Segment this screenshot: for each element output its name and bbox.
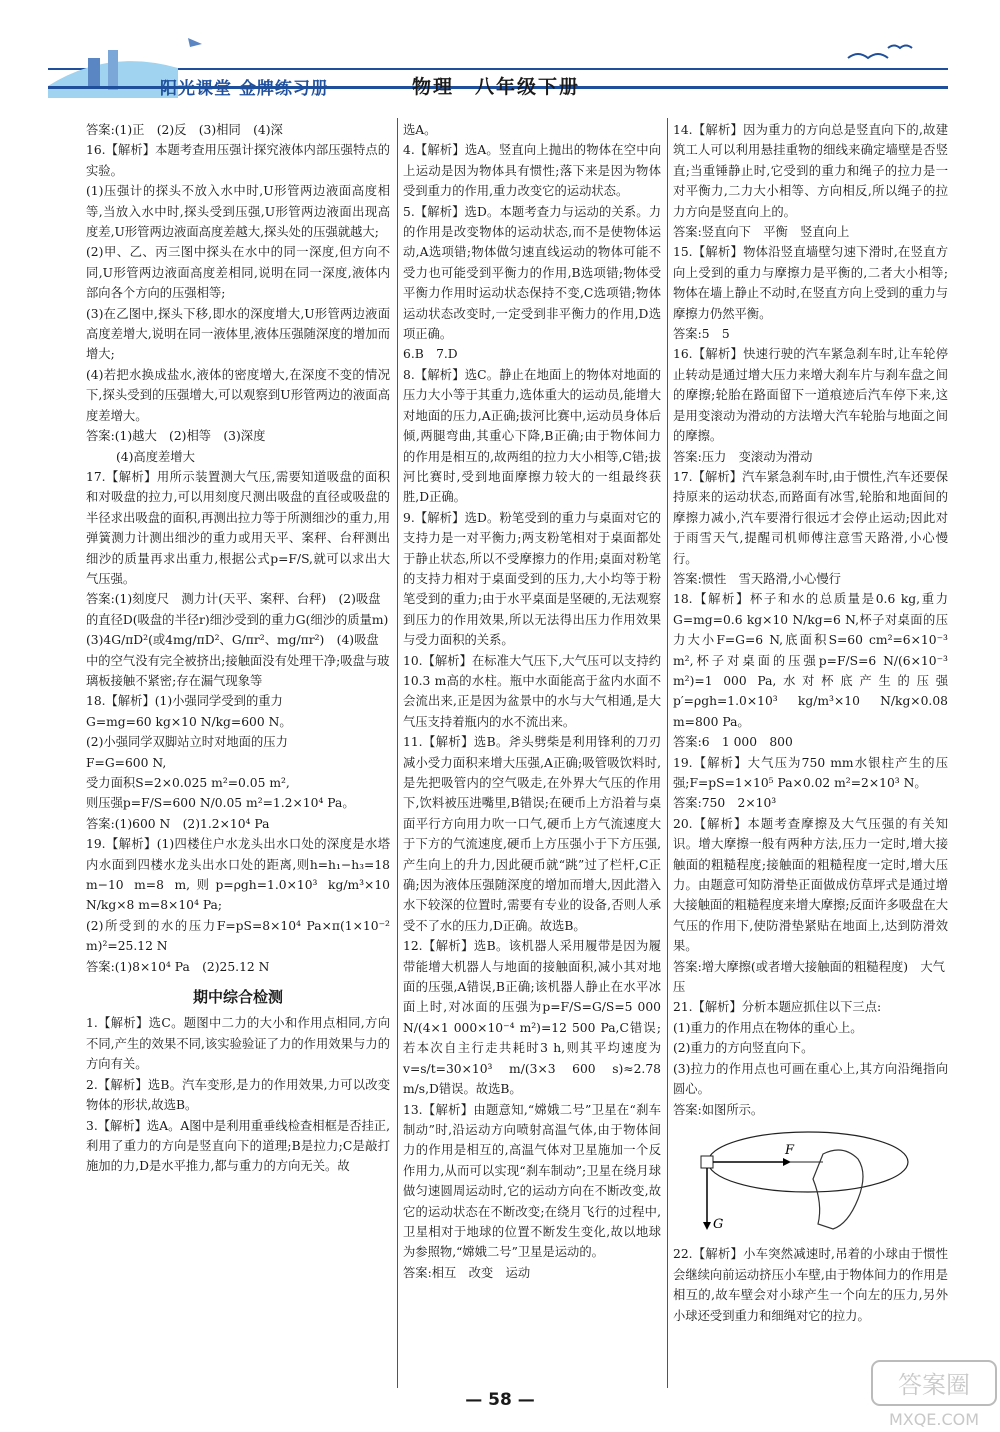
answer-line: 答案:(1)正 (2)反 (3)相同 (4)深 [86,123,283,137]
solution-18: 18.【解析】杯子和水的总质量是0.6 kg,重力G=mg=0.6 kg×10 N/kg=6 N,杯子对桌面的压力大小F=G=6 N,底面积S=60 cm²=6×10⁻³ m²,杯子对桌面的压强p=F/S=6 N/(6×10⁻³ m²)=1 000 Pa,水对杯底产生的压强p′=ρgh=1.0×10³ kg/m³×10 N/kg×0.08 m=800 Pa。 [673,592,948,729]
column-divider [397,118,398,1388]
ball-object [701,1156,713,1168]
solution-1: 1.【解析】选C。题图中二力的大小和作用点相同,方向不同,产生的效果不同,该实验验证了力的作用效果与力的方向有关。 [86,1016,390,1072]
answer-line: 答案:增大摩擦(或者增大接触面的粗糙程度) 大气压 [673,959,945,995]
solution-line: G=mg=60 kg×10 N/kg=600 N。 [86,714,292,729]
answer-line: (4)高度差增大 [116,449,195,464]
book-title: 物理 八年级下册 [412,76,581,98]
solution-14: 14.【解析】因为重力的方向总是竖直向下的,故建筑工人可以利用悬挂重物的细线来确定墙壁是否竖直;当重锤静止时,它受到的重力和绳子的拉力是一对平衡力,二力大小相等、方向相反,所以绳子的拉力方向是竖直向上的。 [673,123,948,219]
solution-4: 4.【解析】选A。竖直向上抛出的物体在空中向上运动是因为物体具有惯性;落下来是因为物体受到重力的作用,重力改变它的运动状态。 [403,143,661,199]
answer-line: 答案:(1)刻度尺 测力计(天平、案秤、台秤) (2)吸盘的直径D(吸盘的半径r)细沙受到的重力G(细沙的质量m) [86,592,389,627]
hand-icon [813,1150,863,1229]
solution-line: 则压强p=F/S=600 N/0.05 m²=1.2×10⁴ Pa。 [86,796,355,811]
solution-10: 10.【解析】在标准大气压下,大气压可以支持约10.3 m高的水柱。瓶中水面能高于盆内水面不会流出来,正是因为盆景中的水与大气相通,是大气压支持着瓶内的水不流出来。 [403,653,661,729]
page-number: — 58 — [465,1390,535,1410]
answer-line: 答案:压力 变滚动为滑动 [673,449,813,464]
solution-19: 19.【解析】大气压为750 mm水银柱产生的压强;F=pS=1×10⁵ Pa×0.02 m²=2×10³ N。 [673,755,948,790]
solution-line: (2)甲、乙、丙三图中探头在水中的同一深度,但方向不同,U形管两边液面高度差相同,说明在同一深度,液体内部向各个方向的压强相等; [86,245,390,301]
answer-line: 答案:相互 改变 运动 [403,1265,531,1280]
solution-2: 2.【解析】选B。汽车变形,是力的作用效果,力可以改变物体的形状,故选B。 [86,1077,390,1113]
force-diagram [693,1124,923,1234]
solution-8: 8.【解析】选C。静止在地面上的物体对地面的压力大小等于其重力,选体重大的运动员,能增大对地面的压力,A正确;拔河比赛中,运动员身体后倾,两腿弯曲,其重心下降,B正确;由于物体间力的作用是相互的,故两组的拉力大小相等,C错;拔河比赛时,受到地面摩擦力较大的一组最终获胜,D正确。 [403,367,661,505]
watermark-logo [870,1355,1000,1432]
brand-title: 阳光课堂 金牌练习册 [160,79,329,99]
solution-3: 3.【解析】选A。A图中是利用重垂线检查相框是否挂正,利用了重力的方向是竖直向下的道理;B是拉力;C是敲打施加的力,D是水平推力,都与重力的方向无关。故 [86,1118,390,1174]
force-f-label: F [785,1142,795,1158]
solution-9: 9.【解析】选D。粉笔受到的重力与桌面对它的支持力是一对平衡力;两支粉笔相对于桌面都处于静止状态,所以不受摩擦力的作用;桌面对粉笔的支持力相对于桌面受到的压力,大小均等于粉笔受到的重力;由于水平桌面是坚硬的,无法观察到压力的作用效果,所以无法得出压力作用效果与受力面积的关系。 [403,510,661,648]
solution-line: 选A。 [403,123,437,137]
column-left [86,120,390,1177]
answer-line: 答案:如图所示。 [673,1102,764,1117]
solution-19: 19.【解析】(1)四楼住户水龙头出水口处的深度是水塔内水面到四楼水龙头出水口处的距离,则h=h₁−h₃=18 m−10 m=8 m,则p=ρgh=1.0×10³ kg/m³×10 N/kg×8 m=8×10⁴ Pa; [86,837,390,913]
column-divider [667,118,668,1388]
force-g-arrowhead [703,1222,711,1230]
answer-line: 答案:(1)越大 (2)相等 (3)深度 [86,429,266,444]
answer-line: 6.B 7.D [403,347,458,362]
solution-22: 22.【解析】小车突然减速时,吊着的小球由于惯性会继续向前运动挤压小车壁,由于物体间力的作用是相互的,故车壁会对小球产生一个向左的压力,另外小球还受到重力和细绳对它的拉力。 [673,1247,948,1323]
solution-20: 20.【解析】本题考查摩擦及大气压强的有关知识。增大摩擦一般有两种方法,压力一定时,增大接触面的粗糙程度;接触面的粗糙程度一定时,增大压力。由题意可知防滑垫正面做成仿草坪式是通过增大接触面的粗糙程度来增大摩擦;反面许多吸盘在大气压的作用下,使防滑垫紧贴在地面上,达到防滑效果。 [673,816,948,954]
solution-11: 11.【解析】选B。斧头劈柴是利用锋利的刀刃减小受力面积来增大压强,A正确;吸管吸饮料时,是先把吸管内的空气吸走,在外界大气压的作用下,饮料被压进嘴里,B错误;在硬币上方沿着与桌面平行方向用力吹一口气,硬币上方气流速度大于下方的气流速度,硬币上方压强小于下方压强,产生向上的升力,因此硬币就“跳”过了栏杆,C正确;因为液体压强随深度的增加而增大,因此潜入水下较深的位置时,需要有专业的设备,否则人承受不了水的压力,D正确。故选B。 [403,735,661,933]
solution-17: 17.【解析】汽车紧急刹车时,由于惯性,汽车还要保持原来的运动状态,而路面有冰雪,轮胎和地面间的摩擦力减小,汽车要滑行很远才会停止运动;因此对于雨雪天气,提醒司机师傅注意雪天路滑,小心慢行。 [673,469,948,566]
solution-line: (3)拉力的作用点也可画在重心上,其方向沿绳指向圆心。 [673,1061,948,1097]
solution-line: 受力面积S=2×0.025 m²=0.05 m², [86,776,290,790]
solution-17: 17.【解析】用所示装置测大气压,需要知道吸盘的面积和对吸盘的拉力,可以用刻度尺测出吸盘的直径或吸盘的半径求出吸盘的面积,再测出拉力等于所测细沙的重力,用弹簧测力计测出细沙的重力或用天平、案秤、台秤测出细沙的质量再求出重力,根据公式p=F/S,就可以求出大气压强。 [86,469,390,586]
column-middle [403,120,661,1283]
answer-line: 答案:(1)600 N (2)1.2×10⁴ Pa [86,816,270,831]
solution-21: 21.【解析】分析本题应抓住以下三点: [673,1000,882,1015]
force-f-arrowhead [783,1158,791,1166]
svg-text:MXQE.COM: MXQE.COM [888,1410,980,1429]
solution-15: 15.【解析】物体沿竖直墙壁匀速下滑时,在竖直方向上受到的重力与摩擦力是平衡的,二者大小相等;物体在墙上静止不动时,在竖直方向上受到的重力与摩擦力仍然平衡。 [673,245,948,321]
section-title: 期中综合检测 [192,988,283,1007]
force-g-label: G [713,1216,724,1232]
answer-line: 答案:6 1 000 800 [673,735,793,750]
solution-line: (2)所受到的水的压力F=pS=8×10⁴ Pa×π(1×10⁻² m)²=25.12 N [86,918,390,954]
column-right [673,120,948,1326]
solution-12: 12.【解析】选B。该机器人采用履带是因为履带能增大机器人与地面的接触面积,减小其对地面的压强,A错误,B正确;该机器人静止在水平冰面上时,对冰面的压强为p=F/S=G/S=5 000 N/(4×1 000×10⁻⁴ m²)=12 500 Pa,C错误;若本次自主行走共耗时3 h,则其平均速度为v=s/t=30×10³ m/(3×3 600 s)≈2.78 m/s,D错误。故选B。 [403,939,661,1097]
solution-line: F=G=600 N, [86,755,167,770]
solution-5: 5.【解析】选D。本题考查力与运动的关系。力的作用是改变物体的运动状态,而不是使物体运动,A选项错;物体做匀速直线运动的物体可能不受力也可能受到平衡力的作用,B选项错;物体受平衡力作用时运动状态保持不变,C选项错;物体运动状态改变时,一定受到非平衡力的作用,D选项正确。 [403,204,661,342]
solution-line: (2)重力的方向竖直向下。 [673,1041,814,1056]
solution-line: (1)压强计的探头不放入水中时,U形管两边液面高度相等,当放入水中时,探头受到压强,U形管两边液面出现高度差,U形管两边液面高度差越大,探头处的压强就越大; [86,184,390,240]
solution-18: 18.【解析】(1)小强同学受到的重力 [86,694,283,709]
answer-line: 答案:750 2×10³ [673,796,777,811]
solution-line: (4)若把水换成盐水,液体的密度增大,在深度不变的情况下,探头受到的压强增大,可以观察到U形管两边的液面高度差增大。 [86,367,390,423]
answer-line: 答案:竖直向下 平衡 竖直向上 [673,225,850,240]
solution-line: (3)在乙图中,探头下移,即水的深度增大,U形管两边液面高度差增大,说明在同一液体里,液体压强随深度的增加而增大; [86,306,390,362]
answer-line: 答案:5 5 [673,327,730,342]
page-header [0,0,1000,118]
solution-13: 13.【解析】由题意知,“嫦娥二号”卫星在“刹车制动”时,沿运动方向喷射高温气体,由于物体间力的作用是相互的,高温气体对卫星施加一个反作用力,从而可以实现“刹车制动”;卫星在绕月球做匀速圆周运动时,它的运动方向在不断改变,故它的运动状态在不断改变;在绕月飞行的过程中,卫星相对于地球的位置不断发生变化,故以地球为参照物,“嫦娥二号”卫星是运动的。 [403,1102,661,1260]
svg-text:答案圈: 答案圈 [898,1371,970,1399]
answer-line: 答案:惯性 雪天路滑,小心慢行 [673,571,841,586]
solution-16: 16.【解析】本题考查用压强计探究液体内部压强特点的实验。 [86,143,390,178]
answer-line: (3)4G/πD²(或4mg/πD²、G/πr²、mg/πr²) (4)吸盘中的空气没有完全被挤出;接触面没有处理干净;吸盘与玻璃板接触不紧密;存在漏气现象等 [86,633,390,688]
solution-line: (1)重力的作用点在物体的重心上。 [673,1020,863,1035]
solution-line: (2)小强同学双脚站立时对地面的压力 [86,735,288,750]
answer-line: 答案:(1)8×10⁴ Pa (2)25.12 N [86,959,270,974]
solution-16: 16.【解析】快速行驶的汽车紧急刹车时,让车轮停止转动是通过增大压力来增大刹车片与刹车盘之间的摩擦;轮胎在路面留下一道痕迹后汽车停下来,这是用变滚动为滑动的方法增大汽车轮胎与地面之间的摩擦。 [673,347,948,444]
